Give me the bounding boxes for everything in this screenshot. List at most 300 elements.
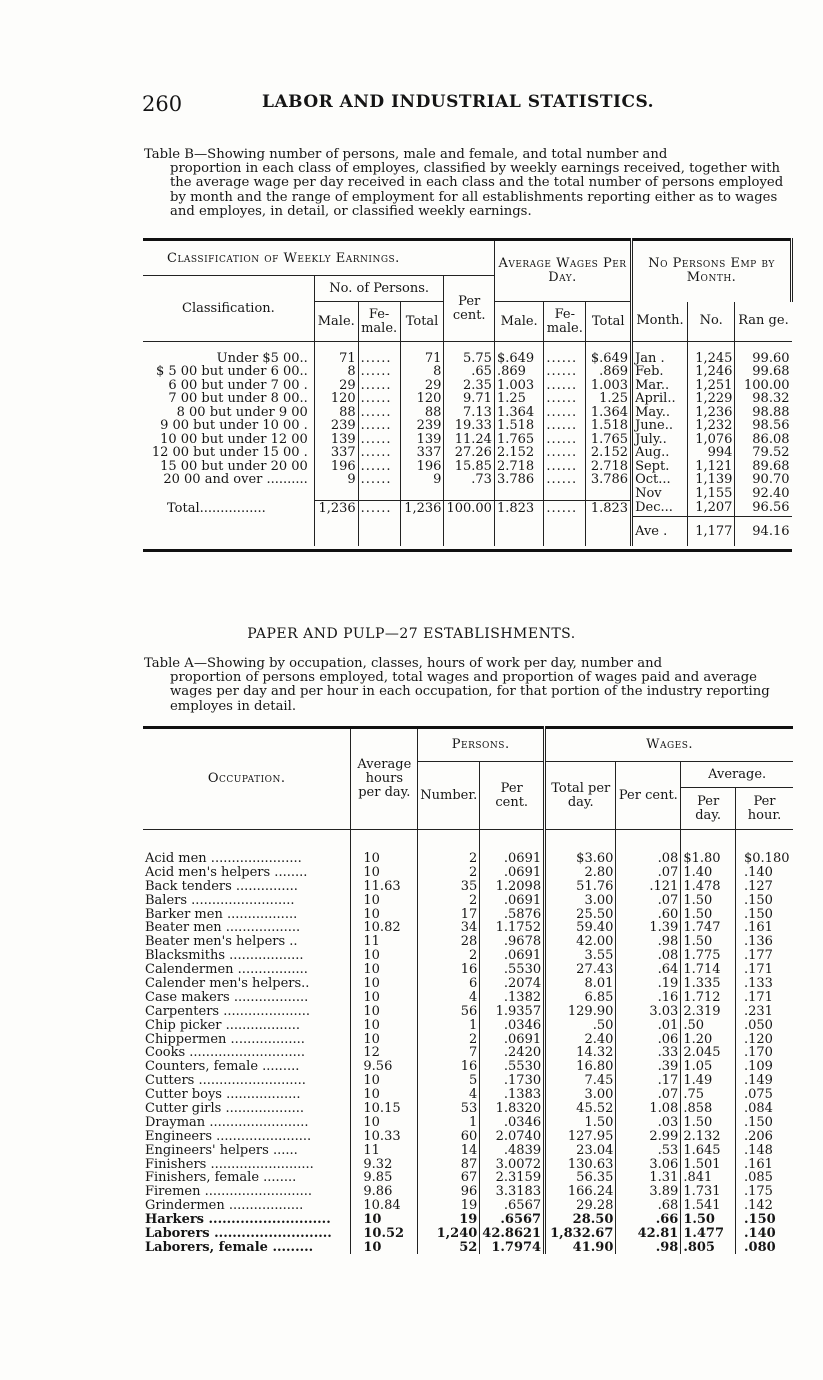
number-cell: 96: [418, 1185, 480, 1199]
table-a-caption: [144, 657, 794, 714]
classification-cell: 10 00 but under 12 00: [143, 433, 314, 447]
table-b-caption: [144, 148, 794, 219]
per-day-cell: 1.05: [681, 1060, 736, 1074]
per-hour-cell: .231: [744, 1003, 773, 1019]
table-b-bottom-rule: [143, 546, 792, 550]
wage-female-cell: ......: [544, 460, 586, 474]
table-a-row: [143, 990, 793, 1004]
occupation-cell: Cutter boys ..................: [143, 1088, 351, 1102]
per-hour-cell: .127: [744, 878, 773, 894]
female-cell: ......: [358, 433, 400, 447]
per-hour-cell: .080: [744, 1239, 776, 1255]
hours-cell: 11.63: [351, 879, 418, 893]
wages-header: Wages.: [545, 728, 793, 762]
per-day-cell: 1.50: [681, 935, 736, 949]
wage-per-cent-cell: .98: [616, 935, 681, 949]
avg-hours-header: Average hours per day.: [351, 728, 418, 830]
per-hour-cell: .171: [744, 989, 773, 1005]
empty-cell: [494, 516, 543, 546]
per-hour-cell: .177: [744, 948, 773, 964]
occupation-cell: Cutter girls ...................: [143, 1102, 351, 1116]
table-b-row: [143, 460, 792, 474]
per-day-cell: 1.712: [681, 990, 736, 1004]
per-cent-cell: 1.9357: [480, 1004, 545, 1018]
total-cell: 9: [400, 473, 444, 487]
spacer-cell: [418, 830, 480, 852]
occupation-cell: Cutters ..........................: [143, 1074, 351, 1088]
female-cell: ......: [358, 473, 400, 487]
hours-cell: 11: [351, 935, 418, 949]
no-cell: 1,229: [687, 392, 735, 406]
wage-female-cell: ......: [544, 419, 586, 433]
spacer-row: [143, 830, 793, 852]
wage-per-cent-cell: 1.31: [616, 1171, 681, 1185]
hours-cell: 10: [351, 907, 418, 921]
per-cent-cell: .0346: [480, 1018, 545, 1032]
per-day-cell: 1.645: [681, 1143, 736, 1157]
wage-male-cell: 1.25: [494, 392, 543, 406]
range-cell: 96.56: [752, 500, 790, 516]
wage-female-cell: ......: [544, 365, 586, 379]
month-cell: Aug..: [632, 446, 688, 460]
per-cent-cell: 11.24: [444, 433, 495, 447]
occupation-cell: Grindermen ..................: [143, 1199, 351, 1213]
occupation-cell: Finishers, female ........: [143, 1171, 351, 1185]
occupation-cell: Barker men .................: [143, 907, 351, 921]
per-cent-cell: .2420: [480, 1046, 545, 1060]
number-cell: 56: [418, 1004, 480, 1018]
wage-male-cell: .869: [494, 365, 543, 379]
wage-per-cent-header: Per cent.: [616, 762, 681, 830]
hours-cell: 10: [351, 963, 418, 977]
per-cent-cell: .5530: [480, 1060, 545, 1074]
male-cell: 120: [314, 392, 358, 406]
per-hour-cell: .136: [744, 934, 773, 950]
spacer-cell: [143, 342, 314, 352]
number-cell: 16: [418, 963, 480, 977]
spacer-cell: [143, 830, 351, 852]
per-cent-cell: .9678: [480, 935, 545, 949]
wage-total-cell: 1.823: [586, 500, 632, 516]
number-cell: 19: [418, 1213, 480, 1227]
wage-total-cell: 1.364: [586, 406, 632, 420]
table-a-caption-first-line: Table A—Showing by occupation, classes, hours of work per day, number and: [144, 656, 663, 671]
wage-total-cell: 2.718: [586, 460, 632, 474]
range-cell: 79.52: [752, 445, 790, 461]
male-cell: 239: [314, 419, 358, 433]
per-hour-cell: $0.180: [744, 850, 790, 866]
total-per-day-cell: 2.40: [545, 1032, 616, 1046]
wage-male-cell: 1.003: [494, 379, 543, 393]
spacer-row: [143, 342, 792, 352]
total-cell: 1,236: [400, 500, 444, 516]
number-cell: 4: [418, 1088, 480, 1102]
table-a-row: [143, 1004, 793, 1018]
hours-cell: 12: [351, 1046, 418, 1060]
number-cell: 1: [418, 1115, 480, 1129]
per-hour-cell: .084: [744, 1100, 773, 1116]
number-cell: 52: [418, 1240, 480, 1254]
wage-female-cell: ......: [544, 473, 586, 487]
month-cell: Nov: [632, 487, 688, 501]
spacer-cell: [400, 342, 444, 352]
occupation-cell: Beater men's helpers ..: [143, 935, 351, 949]
total-per-day-cell: 29.28: [545, 1199, 616, 1213]
wage-per-cent-cell: .16: [616, 990, 681, 1004]
female-cell: ......: [358, 406, 400, 420]
wage-per-cent-cell: 1.39: [616, 921, 681, 935]
per-hour-cell: .148: [744, 1142, 773, 1158]
persons-by-month-header: No Persons Emp by Month.: [632, 240, 792, 302]
per-cent-cell: .2074: [480, 977, 545, 991]
month-cell: Jan .: [632, 352, 688, 366]
table-b-row: [143, 446, 792, 460]
range-cell: 89.68: [752, 458, 790, 474]
no-cell: 994: [687, 446, 735, 460]
persons-header: Persons.: [418, 728, 545, 762]
hours-cell: 10: [351, 1018, 418, 1032]
total-cell: 139: [400, 433, 444, 447]
per-cent-cell: 1.2098: [480, 879, 545, 893]
occupation-cell: Engineers' helpers ......: [143, 1143, 351, 1157]
number-cell: 17: [418, 907, 480, 921]
month-cell: Sept.: [632, 460, 688, 474]
per-day-cell: .75: [681, 1088, 736, 1102]
wage-per-cent-cell: .17: [616, 1074, 681, 1088]
per-cent-cell: .73: [444, 473, 495, 487]
per-day-cell: 1.478: [681, 879, 736, 893]
hours-cell: 9.85: [351, 1171, 418, 1185]
per-hour-cell: .206: [744, 1128, 773, 1144]
total-cell: 71: [400, 352, 444, 366]
spacer-cell: [735, 342, 792, 352]
spacer-cell: [616, 830, 681, 852]
spacer-cell: [358, 342, 400, 352]
month-header: Month.: [632, 302, 688, 342]
number-cell: 14: [418, 1143, 480, 1157]
persons-per-cent-header: Per cent.: [480, 762, 545, 830]
month-cell: June..: [632, 419, 688, 433]
wage-per-cent-cell: .66: [616, 1213, 681, 1227]
bottom-rule: [143, 546, 792, 550]
spacer-cell: [544, 342, 586, 352]
wage-per-cent-cell: .01: [616, 1018, 681, 1032]
classification-cell: 8 00 but under 9 00: [143, 406, 314, 420]
per-hour-cell: .175: [744, 1184, 773, 1200]
per-day-cell: 1.541: [681, 1199, 736, 1213]
occupation-cell: Beater men ..................: [143, 921, 351, 935]
hours-cell: 10: [351, 1240, 418, 1254]
occupation-cell: Firemen ..........................: [143, 1185, 351, 1199]
occupation-cell: Back tenders ...............: [143, 879, 351, 893]
classification-cell: Total................: [143, 500, 314, 516]
no-cell: 1,246: [687, 365, 735, 379]
range-cell: 86.08: [752, 431, 790, 447]
hours-cell: 10: [351, 893, 418, 907]
male-cell: 9: [314, 473, 358, 487]
hours-cell: 10: [351, 949, 418, 963]
table-a-row: [143, 1227, 793, 1241]
total-per-day-cell: 130.63: [545, 1157, 616, 1171]
range-cell: 98.88: [752, 404, 790, 420]
per-day-cell: .50: [681, 1018, 736, 1032]
number-cell: 16: [418, 1060, 480, 1074]
per-hour-cell: .085: [744, 1170, 773, 1186]
number-cell: 87: [418, 1157, 480, 1171]
per-hour-cell: .109: [744, 1059, 773, 1075]
number-cell: 2: [418, 1032, 480, 1046]
per-cent-cell: 9.71: [444, 392, 495, 406]
occupation-cell: Finishers .........................: [143, 1157, 351, 1171]
per-day-cell: 1.501: [681, 1157, 736, 1171]
total-per-day-cell: 8.01: [545, 977, 616, 991]
page-header: [142, 92, 782, 120]
hours-cell: 10: [351, 1032, 418, 1046]
per-hour-cell: .075: [744, 1087, 773, 1103]
wage-per-cent-cell: .07: [616, 865, 681, 879]
wage-total-cell: $.649: [586, 352, 632, 366]
total-per-day-cell: 59.40: [545, 921, 616, 935]
occupation-cell: Case makers ..................: [143, 990, 351, 1004]
number-cell: 2: [418, 893, 480, 907]
empty-cell: [358, 516, 400, 546]
total-cell: 196: [400, 460, 444, 474]
spacer-cell: [687, 342, 735, 352]
per-day-cell: 2.132: [681, 1129, 736, 1143]
per-hour-cell: .142: [744, 1198, 773, 1214]
total-per-day-cell: 127.95: [545, 1129, 616, 1143]
occupation-cell: Harkers ...........................: [143, 1213, 351, 1227]
per-cent-cell: .6567: [480, 1199, 545, 1213]
classification-header: Classification.: [143, 276, 314, 342]
total-per-day-cell: 42.00: [545, 935, 616, 949]
table-b-ave-row: [143, 516, 792, 546]
total-cell: [400, 487, 444, 501]
empty-cell: [544, 516, 586, 546]
wage-male-cell: 1.823: [494, 500, 543, 516]
hours-cell: 9.56: [351, 1060, 418, 1074]
per-cent-cell: 1.7974: [480, 1240, 545, 1254]
male-cell: 8: [314, 365, 358, 379]
per-cent-cell: 5.75: [444, 352, 495, 366]
per-cent-cell: .65: [444, 365, 495, 379]
per-hour-cell: .150: [744, 1212, 776, 1228]
wage-per-cent-cell: .07: [616, 893, 681, 907]
hours-cell: 10: [351, 1115, 418, 1129]
occupation-cell: Balers .........................: [143, 893, 351, 907]
empty-cell: [143, 516, 314, 546]
wage-total-cell: [586, 487, 632, 501]
hours-cell: 10: [351, 852, 418, 866]
occupation-cell: Laborers, female .........: [143, 1240, 351, 1254]
per-cent-cell: 2.0740: [480, 1129, 545, 1143]
section-title: PAPER AND PULP—27 ESTABLISHMENTS.: [247, 626, 576, 642]
female-cell: ......: [358, 500, 400, 516]
female-cell: ......: [358, 352, 400, 366]
occupation-cell: Acid men ......................: [143, 852, 351, 866]
table-a-row: [143, 852, 793, 866]
occupation-cell: Counters, female .........: [143, 1060, 351, 1074]
total-per-day-cell: 14.32: [545, 1046, 616, 1060]
male-cell: [314, 487, 358, 501]
wage-female-cell: ......: [544, 392, 586, 406]
wage-total-cell: 1.765: [586, 433, 632, 447]
per-hour-cell: .140: [744, 864, 773, 880]
occupation-cell: Acid men's helpers ........: [143, 865, 351, 879]
no-cell: 1,155: [687, 487, 735, 501]
hours-cell: 10.84: [351, 1199, 418, 1213]
per-cent-cell: 100.00: [444, 500, 495, 516]
table-a-caption-rest: proportion of persons employed, total wages and proportion of wages paid and average wages per day and per hour in each occupation, for that portion of the industry reporting employes in detail.: [170, 670, 770, 714]
total-cell: 337: [400, 446, 444, 460]
total-per-day-cell: 3.00: [545, 893, 616, 907]
per-cent-cell: 19.33: [444, 419, 495, 433]
total-per-day-cell: $3.60: [545, 852, 616, 866]
wage-per-cent-cell: 42.81: [616, 1227, 681, 1241]
per-day-cell: 1.747: [681, 921, 736, 935]
hours-cell: 10: [351, 1074, 418, 1088]
table-a-row: [143, 1129, 793, 1143]
empty-cell: [400, 516, 444, 546]
per-hour-cell: .150: [744, 906, 773, 922]
per-day-cell: $1.80: [681, 852, 736, 866]
empty-cell: [586, 516, 632, 546]
wage-per-cent-cell: .07: [616, 1088, 681, 1102]
total-header: Total: [400, 302, 444, 342]
per-hour-cell: .050: [744, 1017, 773, 1033]
wage-total-cell: 1.25: [586, 392, 632, 406]
total-cell: 29: [400, 379, 444, 393]
per-cent-cell: .0691: [480, 865, 545, 879]
table-a-row: [143, 1018, 793, 1032]
ave-no-cell: 1,177: [687, 516, 735, 546]
hours-cell: 10.33: [351, 1129, 418, 1143]
average-header: Average.: [681, 762, 793, 788]
per-day-cell: 1.50: [681, 893, 736, 907]
per-cent-cell: .1383: [480, 1088, 545, 1102]
female-cell: ......: [358, 446, 400, 460]
table-b: [143, 238, 793, 552]
wage-male-header: Male.: [494, 302, 543, 342]
number-cell: 4: [418, 990, 480, 1004]
total-per-day-cell: 166.24: [545, 1185, 616, 1199]
range-cell: 99.68: [752, 364, 790, 380]
classification-cell: $ 5 00 but under 6 00..: [143, 365, 314, 379]
per-day-cell: 1.714: [681, 963, 736, 977]
classification-cell: 12 00 but under 15 00 .: [143, 446, 314, 460]
per-cent-cell: .0691: [480, 949, 545, 963]
wage-per-cent-cell: .33: [616, 1046, 681, 1060]
wage-male-cell: [494, 487, 543, 501]
per-cent-cell: 1.1752: [480, 921, 545, 935]
spacer-cell: [586, 342, 632, 352]
number-cell: 5: [418, 1074, 480, 1088]
occupation-cell: Cooks ............................: [143, 1046, 351, 1060]
number-cell: 35: [418, 879, 480, 893]
table-a-row: [143, 1240, 793, 1254]
wage-male-cell: 1.518: [494, 419, 543, 433]
female-cell: ......: [358, 365, 400, 379]
table-a-row: [143, 1102, 793, 1116]
per-hour-cell: .150: [744, 892, 773, 908]
spacer-cell: [545, 830, 616, 852]
wage-per-cent-cell: .53: [616, 1143, 681, 1157]
per-day-cell: 1.20: [681, 1032, 736, 1046]
occupation-cell: Calender men's helpers..: [143, 977, 351, 991]
wage-female-cell: ......: [544, 406, 586, 420]
number-cell: 19: [418, 1199, 480, 1213]
wage-per-cent-cell: .03: [616, 1115, 681, 1129]
spacer-cell: [736, 830, 794, 852]
month-cell: Mar..: [632, 379, 688, 393]
total-per-day-cell: 3.55: [545, 949, 616, 963]
per-cent-cell: .5876: [480, 907, 545, 921]
hours-cell: 10: [351, 865, 418, 879]
hours-cell: 11: [351, 1143, 418, 1157]
no-of-persons-header: No. of Persons.: [314, 276, 444, 302]
per-hour-cell: .161: [744, 1156, 773, 1172]
per-day-cell: 2.319: [681, 1004, 736, 1018]
per-cent-cell: .1382: [480, 990, 545, 1004]
total-per-day-cell: 1.50: [545, 1115, 616, 1129]
per-day-cell: 1.40: [681, 865, 736, 879]
occupation-cell: Engineers .......................: [143, 1129, 351, 1143]
total-per-day-cell: 129.90: [545, 1004, 616, 1018]
number-cell: 7: [418, 1046, 480, 1060]
no-cell: 1,121: [687, 460, 735, 474]
month-cell: April..: [632, 392, 688, 406]
male-header: Male.: [314, 302, 358, 342]
empty-cell: [444, 516, 495, 546]
table-b-row: [143, 365, 792, 379]
per-day-cell: 1.731: [681, 1185, 736, 1199]
wage-female-cell: ......: [544, 433, 586, 447]
per-hour-cell: .171: [744, 962, 773, 978]
ave-range-cell: 94.16: [735, 516, 792, 546]
per-day-cell: 1.50: [681, 1115, 736, 1129]
range-header: Ran ge.: [735, 302, 792, 342]
wage-female-cell: ......: [544, 379, 586, 393]
no-header: No.: [687, 302, 735, 342]
occupation-cell: Drayman ........................: [143, 1115, 351, 1129]
wage-per-cent-cell: .19: [616, 977, 681, 991]
table-b-caption-first-line: Table B—Showing number of persons, male and female, and total number and: [144, 147, 668, 162]
total-per-day-cell: 25.50: [545, 907, 616, 921]
male-cell: 1,236: [314, 500, 358, 516]
no-cell: 1,076: [687, 433, 735, 447]
wage-total-header: Total: [586, 302, 632, 342]
per-day-cell: .841: [681, 1171, 736, 1185]
range-cell: 99.60: [752, 350, 790, 366]
hours-cell: 10.52: [351, 1227, 418, 1241]
female-cell: [358, 487, 400, 501]
table-a-row: [143, 1157, 793, 1171]
hours-cell: 9.32: [351, 1157, 418, 1171]
female-cell: ......: [358, 460, 400, 474]
hours-cell: 10: [351, 1213, 418, 1227]
total-per-day-cell: 1,832.67: [545, 1227, 616, 1241]
hours-cell: 10: [351, 990, 418, 1004]
month-cell: Feb.: [632, 365, 688, 379]
wage-female-cell: ......: [544, 500, 586, 516]
no-cell: 1,139: [687, 473, 735, 487]
no-cell: 1,245: [687, 352, 735, 366]
male-cell: 337: [314, 446, 358, 460]
table-a-row: [143, 1046, 793, 1060]
number-cell: 67: [418, 1171, 480, 1185]
classification-cell: [143, 487, 314, 501]
total-per-day-cell: 2.80: [545, 865, 616, 879]
